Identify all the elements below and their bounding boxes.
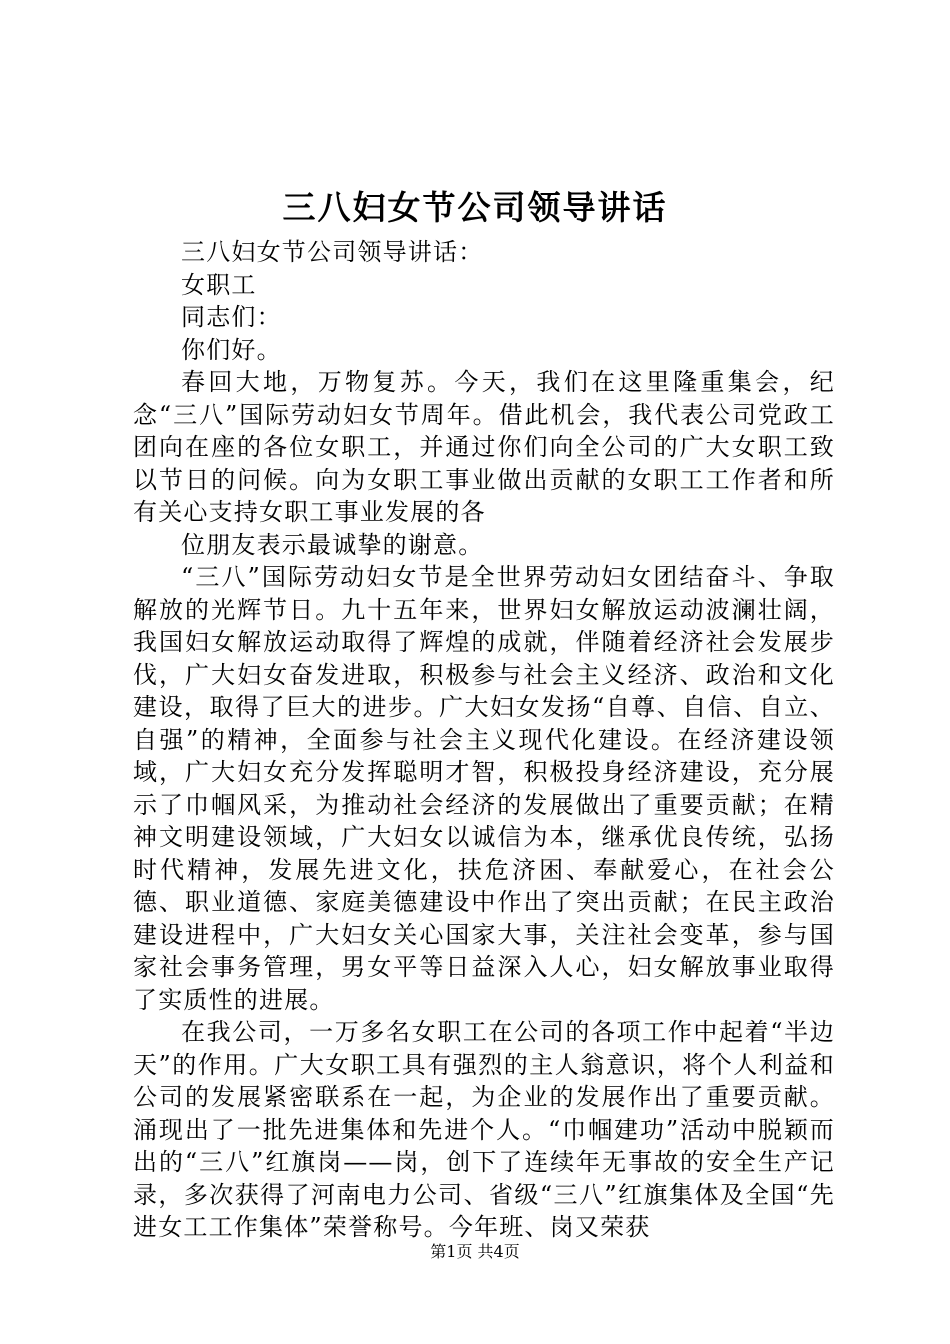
paragraph-history: “三八”国际劳动妇女节是全世界劳动妇女团结奋斗、争取解放的光辉节日。九十五年来，世界妇女解放运动波澜壮阔，我国妇女解放运动取得了辉煌的成就，伴随着经济社会发展步伐，广大妇女奋发进取，积极参与社会主义经济、政治和文化建设，取得了巨大的进步。广大妇女发扬“自尊、自信、自立、自强”的精神，全面参与社会主义现代化建设。在经济建设领域，广大妇女充分发挥聪明才智，积极投身经济建设，充分展示了巾帼风采，为推动社会经济的发展做出了重要贡献；在精神文明建设领域，广大妇女以诚信为本，继承优良传统，弘扬时代精神，发展先进文化，扶危济困、奉献爱心，在社会公德、职业道德、家庭美德建设中作出了突出贡献；在民主政治建设进程中，广大妇女关心国家大事，关注社会变革，参与国家社会事务管理，男女平等日益深入人心，妇女解放事业取得了实质性的进展。 [133,563,835,1014]
paragraph-company: 在我公司，一万多名女职工在公司的各项工作中起着“半边天”的作用。广大女职工具有强烈的主人翁意识，将个人利益和公司的发展紧密联系在一起，为企业的发展作出了重要贡献。涌现出了一批先进集体和先进个人。“巾帼建功”活动中脱颖而出的“三八”红旗岗——岗，创下了连续年无事故的安全生产记录，多次获得了河南电力公司、省级“三八”红旗集体及全国“先进女工工作集体”荣誉称号。今年班、岗又荣获 [133,1018,835,1241]
page-footer: 第1页 共4页 [430,1242,520,1261]
paragraph-thanks: 位朋友表示最诚挚的谢意。 [181,530,484,559]
paragraph-salutation-heading: 三八妇女节公司领导讲话： [181,238,484,266]
document-body [133,236,835,1244]
paragraph-audience: 女职工 [181,270,257,299]
paragraph-hello: 你们好。 [181,335,282,364]
page-title: 三八妇女节公司领导讲话 [282,188,668,227]
paragraph-opening: 春回大地，万物复苏。今天，我们在这里隆重集会，纪念“三八”国际劳动妇女节周年。借此机会，我代表公司党政工团向在座的各位女职工，并通过你们向全公司的广大女职工致以节日的问候。向为女职工事业做出贡献的女职工工作者和所有关心支持女职工事业发展的各 [133,368,835,526]
paragraph-greeting: 同志们： [181,303,282,331]
